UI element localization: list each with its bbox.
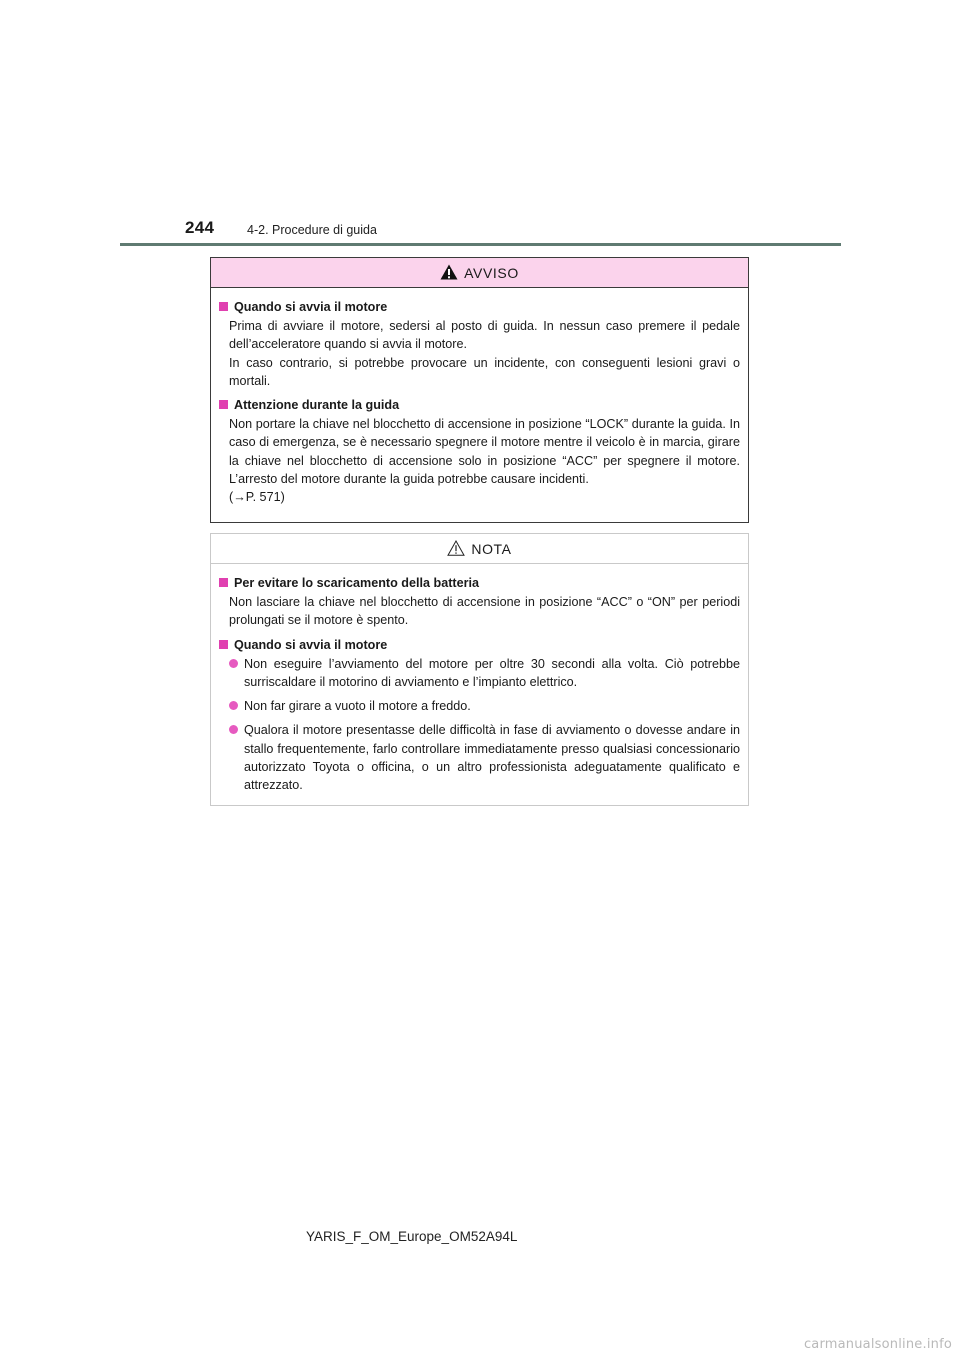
- warning-triangle-icon: [440, 264, 458, 280]
- note-item: [219, 636, 740, 795]
- watermark: carmanualsonline.info: [803, 1337, 952, 1352]
- note-item-heading: Per evitare lo scaricamento della batteria: [219, 574, 740, 592]
- note-header: [211, 534, 748, 564]
- round-bullet-icon: [229, 659, 238, 668]
- note-bullet: Qualora il motore presentasse delle difficoltà in fase di avviamento o dovesse andare in stallo frequentemente, farlo controllare immediatamente presso qualsiasi concessionario autorizzato Toyota o officina, o un altro professionista adeguatamente qualificato e attrezzato.: [219, 721, 740, 794]
- note-paragraph: Non lasciare la chiave nel blocchetto di accensione in posizione “ACC” o “ON” per periodi prolungati se il motore è spento.: [229, 595, 740, 628]
- document-code: YARIS_F_OM_Europe_OM52A94L: [306, 1229, 518, 1244]
- warning-item: [219, 298, 740, 390]
- warning-item-heading: Attenzione durante la guida: [219, 396, 740, 414]
- round-bullet-icon: [229, 725, 238, 734]
- warning-item-heading: Quando si avvia il motore: [219, 298, 740, 316]
- caution-triangle-outline-icon: [447, 540, 465, 556]
- square-bullet-icon: [219, 400, 228, 409]
- warning-title: AVVISO: [464, 264, 519, 281]
- note-bullet: Non far girare a vuoto il motore a freddo.: [219, 697, 740, 715]
- warning-body: [211, 288, 748, 506]
- note-bullet: Non eseguire l’avviamento del motore per oltre 30 secondi alla volta. Ciò potrebbe surriscaldare il motorino di avviamento e l’impianto elettrico.: [219, 655, 740, 691]
- round-bullet-icon: [229, 701, 238, 710]
- warning-paragraph: In caso contrario, si potrebbe provocare un incidente, con conseguenti lesioni gravi o mortali.: [229, 355, 740, 388]
- page-reference: (→P. 571): [229, 490, 285, 505]
- note-title: NOTA: [471, 540, 512, 557]
- square-bullet-icon: [219, 640, 228, 649]
- square-bullet-icon: [219, 302, 228, 311]
- note-item-heading: Quando si avvia il motore: [219, 636, 740, 654]
- warning-paragraph: Non portare la chiave nel blocchetto di accensione in posizione “LOCK” durante la guida. In caso di emergenza, se è necessario spegnere il motore mentre il veicolo è in marcia, girare la chiave nel blocchetto di accensione solo in posizione “ACC” per spegnere il motore. L’arresto del motore durante la guida potrebbe causare incidenti.: [229, 417, 740, 486]
- warning-paragraph: Prima di avviare il motore, sedersi al posto di guida. In nessun caso premere il pedale dell’acceleratore quando si avvia il motore.: [229, 319, 740, 352]
- note-box: [210, 533, 749, 806]
- note-body: [211, 564, 748, 794]
- note-item: [219, 574, 740, 630]
- warning-header: [211, 258, 748, 288]
- section-title: 4-2. Procedure di guida: [247, 223, 377, 237]
- header-rule: [120, 243, 841, 246]
- warning-item: [219, 396, 740, 506]
- warning-box: [210, 257, 749, 523]
- page-number: 244: [185, 218, 215, 237]
- square-bullet-icon: [219, 578, 228, 587]
